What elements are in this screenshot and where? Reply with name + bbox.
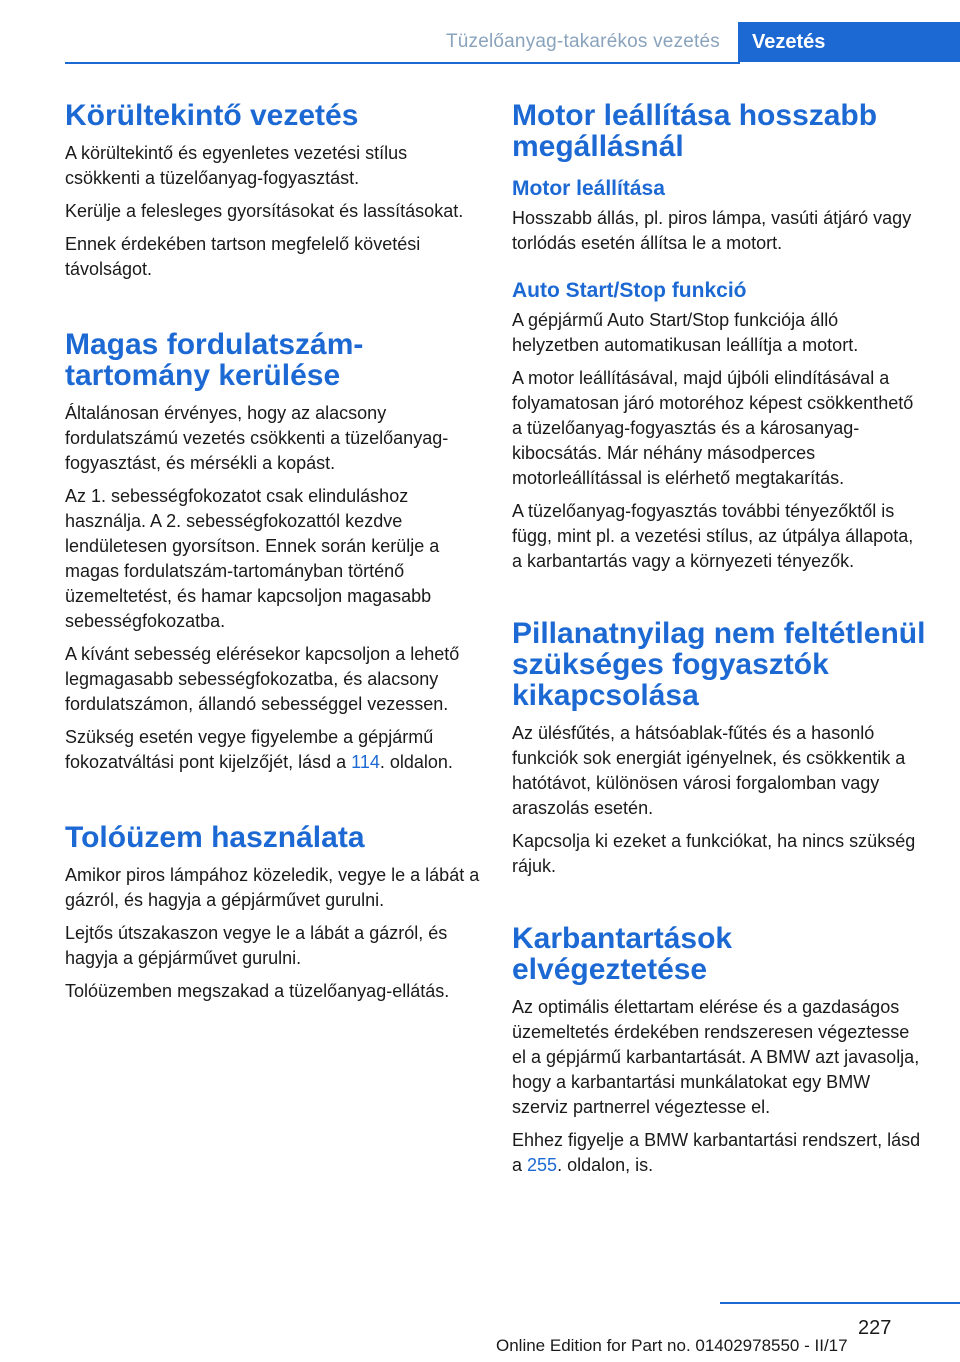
paragraph: Általánosan érvényes, hogy az alacsony fordulatszámú vezetés csökkenti a tüzelőanyag-fogyasztást, és mérsékli a kopást. <box>65 403 449 473</box>
paragraph: Az optimális élettartam elérése és a gazdaságos üzemeltetés érdekében rendszeresen végeztesse el a gépjármű karbantartását. A BMW azt javasolja, hogy a karbantartási munkálatokat egy BMW szerviz partnerrel végeztesse el. <box>512 997 920 1117</box>
paragraph: A gépjármű Auto Start/Stop funkciója álló helyzetben automatikusan leállítja a motort. <box>512 310 859 355</box>
paragraph: A motor leállításával, majd újbóli elindításával a folyamatosan járó motoréhoz képest csökkenthető a tüzelőanyag-fogyasztás és a károsanyag-kibocsátás. Már néhány másodperces motorleállítással is elérhető megtakarítás. <box>512 368 914 488</box>
subheading-auto-start-stop: Auto Start/Stop funkció <box>512 279 747 302</box>
right-column <box>512 100 927 1178</box>
header-chapter-tab: Vezetés <box>738 22 960 62</box>
heading-avoid-high-rpm: Magas fordulatszám-tartomány kerülése <box>65 328 364 392</box>
paragraph: Az ülésfűtés, a hátsóablak-fűtés és a hasonló funkciók sok energiát igényelnek, és csökkentik a hatótávot, különösen városi forgalomban vagy araszolás esetén. <box>512 723 906 818</box>
left-column <box>65 100 480 1004</box>
page-link-255[interactable]: 255 <box>527 1155 558 1175</box>
heading-maintenance: Karbantartások elvégeztetése <box>512 922 733 986</box>
heading-switch-off-consumers: Pillanatnyilag nem feltétlenül szükséges fogyasztók kikapcsolása <box>512 617 926 712</box>
heading-careful-driving: Körültekintő vezetés <box>65 99 359 132</box>
text: Ehhez figyelje a BMW karbantartási rendszert, lásd a <box>512 1130 921 1175</box>
paragraph <box>512 1128 927 1178</box>
paragraph: Hosszabb állás, pl. piros lámpa, vasúti átjáró vagy torlódás esetén állítsa le a motort. <box>512 208 912 253</box>
paragraph: A körültekintő és egyenletes vezetési stílus csökkenti a tüzelőanyag-fogyasztást. <box>65 143 408 188</box>
edition-footer: Online Edition for Part no. 01402978550 - II/17 <box>496 1336 848 1355</box>
header-rule <box>65 62 740 64</box>
paragraph: Kerülje a felesleges gyorsításokat és lassításokat. <box>65 201 464 221</box>
paragraph: A kívánt sebesség elérésekor kapcsoljon a lehető legmagasabb sebességfokozatba, és alacsony fordulatszámon, állandó sebességgel vezessen. <box>65 644 460 714</box>
paragraph: Amikor piros lámpához közeledik, vegye le a lábát a gázról, és hagyja a gépjárművet gurulni. <box>65 865 480 910</box>
paragraph: A tüzelőanyag-fogyasztás további tényezőktől is függ, mint pl. a vezetési stílus, az útpálya állapota, a karbantartás vagy a környezeti tényezők. <box>512 501 914 571</box>
heading-coasting: Tolóüzem használata <box>65 821 365 854</box>
text: Szükség esetén vegye figyelembe a gépjármű fokozatváltási pont kijelzőjét, lásd a <box>65 727 434 772</box>
footer-rule <box>720 1302 960 1304</box>
paragraph: Tolóüzemben megszakad a tüzelőanyag-ellátás. <box>65 981 450 1001</box>
text: . oldalon, is. <box>557 1155 654 1175</box>
paragraph: Lejtős útszakaszon vegye le a lábát a gázról, és hagyja a gépjárművet gurulni. <box>65 923 448 968</box>
paragraph <box>65 725 480 775</box>
heading-engine-off: Motor leállítása hosszabb megállásnál <box>512 99 878 163</box>
paragraph: Az 1. sebességfokozatot csak elinduláshoz használja. A 2. sebességfokozattól kezdve lendületesen gyorsítson. Ennek során kerülje a magas fordulatszám-tartományban történő üzemeltetést, és hamar kapcsoljon magasabb sebességfokozatba. <box>65 486 440 631</box>
page-link-114[interactable]: 114 <box>351 752 380 772</box>
paragraph: Ennek érdekében tartson megfelelő követési távolságot. <box>65 234 421 279</box>
text: . oldalon. <box>379 752 453 772</box>
subheading-engine-off: Motor leállítása <box>512 177 665 200</box>
running-header <box>65 22 960 64</box>
paragraph: Kapcsolja ki ezeket a funkciókat, ha nincs szükség rájuk. <box>512 831 916 876</box>
header-section-title: Tüzelőanyag-takarékos vezetés <box>445 31 720 52</box>
page-number: 227 <box>858 1317 892 1339</box>
